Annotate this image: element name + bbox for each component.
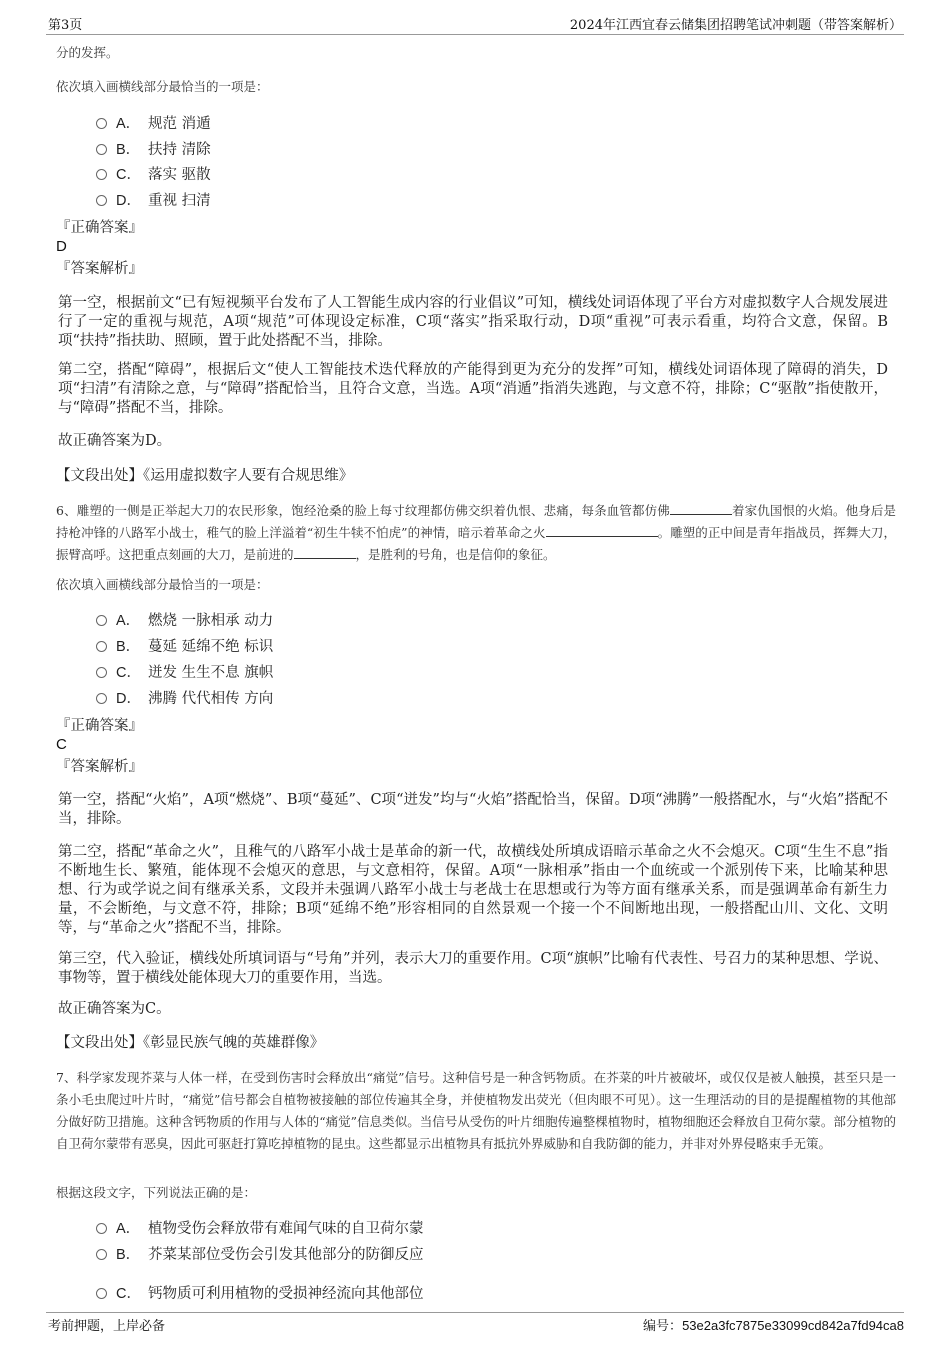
radio-icon[interactable] bbox=[96, 195, 107, 206]
option-text: 落实 驱散 bbox=[148, 167, 211, 183]
radio-icon[interactable] bbox=[96, 667, 107, 678]
document-title: 2024年江西宜春云储集团招聘笔试冲刺题（带答案解析） bbox=[569, 18, 902, 33]
q6-prompt: 依次填入画横线部分最恰当的一项是： bbox=[56, 577, 269, 592]
q6-stem bbox=[56, 500, 896, 566]
q5-answer-label: 『正确答案』 bbox=[56, 220, 143, 236]
option-text: 钙物质可利用植物的受损神经流向其他部位 bbox=[148, 1286, 424, 1302]
q6-analysis-2: 第二空，搭配“革命之火”，且稚气的八路军小战士是革命的新一代，故横线处所填成语暗示革命之火不会熄灭。C项“生生不息”指不断地生长、繁殖，能体现不会熄灭的意思，与文意相符，保留。A项“一脉相承”指由一个血统或一个派别传下来，比喻某种思想、行为或学说之间有继承关系，文段并未强调八路军小战士与老战士在思想或行为等方面有继承关系，而是强调革命有新生力量，不会断绝，与文意不符，排除；B项“延绵不绝”形容相同的自然景观一个接一个不间断地出现，一般搭配山川、文化、文明等，与“革命之火”搭配不当，排除。 bbox=[58, 844, 888, 936]
q5-stem-tail: 分的发挥。 bbox=[56, 45, 119, 60]
option-text: 规范 消遁 bbox=[148, 116, 211, 132]
q6-option-b[interactable] bbox=[96, 636, 273, 658]
q7-option-b[interactable] bbox=[96, 1244, 424, 1266]
radio-icon[interactable] bbox=[96, 118, 107, 129]
option-text: 燃烧 一脉相承 动力 bbox=[148, 613, 274, 629]
document-code bbox=[643, 1315, 904, 1334]
option-text: 重视 扫清 bbox=[148, 193, 211, 209]
q6-analysis-label: 『答案解析』 bbox=[56, 759, 143, 775]
q5-prompt: 依次填入画横线部分最恰当的一项是： bbox=[56, 79, 269, 94]
radio-icon[interactable] bbox=[96, 169, 107, 180]
blank-2 bbox=[546, 524, 658, 537]
q6-analysis-4: 故正确答案为C。 bbox=[58, 1001, 171, 1017]
q5-analysis-1: 第一空，根据前文“已有短视频平台发布了人工智能生成内容的行业倡议”可知，横线处词语体现了平台方对虚拟数字人合规发展进行了一定的重视与规范，A项“规范”可体现设定标准，C项“落实”指采取行动，D项“重视”可表示看重，均符合文意，保留。B项“扶持”指扶助、照顾，置于此处搭配不当，排除。 bbox=[58, 295, 888, 349]
q6-stem-part-1: 6、雕塑的一侧是正举起大刀的农民形象，饱经沧桑的脸上每寸纹理都仿佛交织着仇恨、悲痛，每条血管都仿佛 bbox=[56, 503, 670, 518]
page-number: 第3页 bbox=[48, 18, 83, 33]
option-text: 植物受伤会释放带有难闻气味的自卫荷尔蒙 bbox=[148, 1221, 424, 1237]
radio-icon[interactable] bbox=[96, 641, 107, 652]
q5-analysis-3: 故正确答案为D。 bbox=[58, 433, 172, 449]
option-letter: C． bbox=[116, 1286, 141, 1302]
option-letter: B． bbox=[116, 1247, 141, 1263]
radio-icon[interactable] bbox=[96, 1249, 107, 1260]
q6-option-c[interactable] bbox=[96, 662, 273, 684]
page-header bbox=[46, 14, 904, 35]
q6-option-a[interactable] bbox=[96, 610, 273, 632]
q7-option-c[interactable] bbox=[96, 1283, 424, 1305]
radio-icon[interactable] bbox=[96, 1288, 107, 1299]
blank-3 bbox=[294, 546, 356, 559]
option-letter: A． bbox=[116, 116, 141, 132]
q5-option-c[interactable] bbox=[96, 164, 211, 186]
option-letter: D． bbox=[116, 691, 141, 707]
option-text: 迸发 生生不息 旗帜 bbox=[148, 665, 274, 681]
footer-slogan: 考前押题，上岸必备 bbox=[48, 1319, 166, 1334]
option-text: 蔓延 延绵不绝 标识 bbox=[148, 639, 274, 655]
q5-analysis-label: 『答案解析』 bbox=[56, 261, 143, 277]
q6-stem-part-3: 。雕塑的正中间是青年指战员，挥舞大刀，振臂高呼。这把重点刻画的大刀，是前进的 bbox=[56, 525, 896, 562]
q6-option-d[interactable] bbox=[96, 688, 273, 710]
code-label: 编号： bbox=[643, 1319, 683, 1334]
q5-option-a[interactable] bbox=[96, 113, 211, 135]
option-text: 沸腾 代代相传 方向 bbox=[148, 691, 274, 707]
q6-answer-label: 『正确答案』 bbox=[56, 718, 143, 734]
option-letter: B． bbox=[116, 639, 141, 655]
option-letter: A． bbox=[116, 1221, 141, 1237]
code-value: 53e2a3fc7875e33099cd842a7fd94ca8 bbox=[682, 1318, 904, 1333]
option-letter: C． bbox=[116, 167, 141, 183]
q6-analysis-3: 第三空，代入验证，横线处所填词语与“号角”并列，表示大刀的重要作用。C项“旗帜”比喻有代表性、号召力的某种思想、学说、事物等，置于横线处能体现大刀的重要作用，当选。 bbox=[58, 951, 888, 986]
radio-icon[interactable] bbox=[96, 144, 107, 155]
page-footer bbox=[46, 1312, 904, 1335]
q5-answer: D bbox=[56, 238, 67, 255]
option-text: 芥菜某部位受伤会引发其他部分的防御反应 bbox=[148, 1247, 424, 1263]
option-letter: A． bbox=[116, 613, 141, 629]
q7-stem: 7、科学家发现芥菜与人体一样，在受到伤害时会释放出“痛觉”信号。这种信号是一种含钙物质。在芥菜的叶片被破坏，或仅仅是被人触摸，甚至只是一条小毛虫爬过叶片时，“痛觉”信号都会自植物被接触的部位传遍其全身，并使植物发出荧光（但肉眼不可见）。这一生理活动的目的是提醒植物的其他部分做好防卫措施。这种含钙物质的作用与人体的“痛觉”信息类似。当信号从受伤的叶片细胞传遍整棵植物时，植物细胞还会释放自卫荷尔蒙。部分植物的自卫荷尔蒙带有恶臭，因此可驱赶打算吃掉植物的昆虫。这些都显示出植物具有抵抗外界威胁和自我防御的能力，并非对外界侵略束手无策。 bbox=[56, 1070, 896, 1151]
radio-icon[interactable] bbox=[96, 1223, 107, 1234]
q6-stem-part-2: 着家仇国恨的火焰。他身后是持枪冲锋的八路军小战士，稚气的脸上洋溢着“初生牛犊不怕虎”的神情，暗示着革命之火 bbox=[56, 503, 896, 540]
option-letter: D． bbox=[116, 193, 141, 209]
q5-analysis-2: 第二空，搭配“障碍”，根据后文“使人工智能技术迭代释放的产能得到更为充分的发挥”可知，横线处词语体现了障碍的消失，D项“扫清”有清除之意，与“障碍”搭配恰当，且符合文意，当选。A项“消遁”指消失逃跑，与文意不符，排除；C“驱散”指使散开，与“障碍”搭配不当，排除。 bbox=[58, 362, 888, 416]
q5-option-d[interactable] bbox=[96, 190, 211, 212]
q7-prompt: 根据这段文字，下列说法正确的是： bbox=[56, 1185, 257, 1200]
radio-icon[interactable] bbox=[96, 693, 107, 704]
q6-stem-part-4: ，是胜利的号角，也是信仰的象征。 bbox=[355, 547, 556, 562]
blank-1 bbox=[670, 502, 732, 515]
q6-answer: C bbox=[56, 736, 67, 753]
q5-option-b[interactable] bbox=[96, 139, 211, 161]
q7-option-a[interactable] bbox=[96, 1218, 424, 1240]
option-letter: B． bbox=[116, 142, 141, 158]
option-letter: C． bbox=[116, 665, 141, 681]
q6-analysis-1: 第一空，搭配“火焰”，A项“燃烧”、B项“蔓延”、C项“迸发”均与“火焰”搭配恰当，保留。D项“沸腾”一般搭配水，与“火焰”搭配不当，排除。 bbox=[58, 792, 888, 827]
option-text: 扶持 清除 bbox=[148, 142, 211, 158]
radio-icon[interactable] bbox=[96, 615, 107, 626]
q5-source: 【文段出处】《运用虚拟数字人要有合规思维》 bbox=[56, 468, 354, 484]
q6-source: 【文段出处】《彰显民族气魄的英雄群像》 bbox=[56, 1035, 325, 1051]
